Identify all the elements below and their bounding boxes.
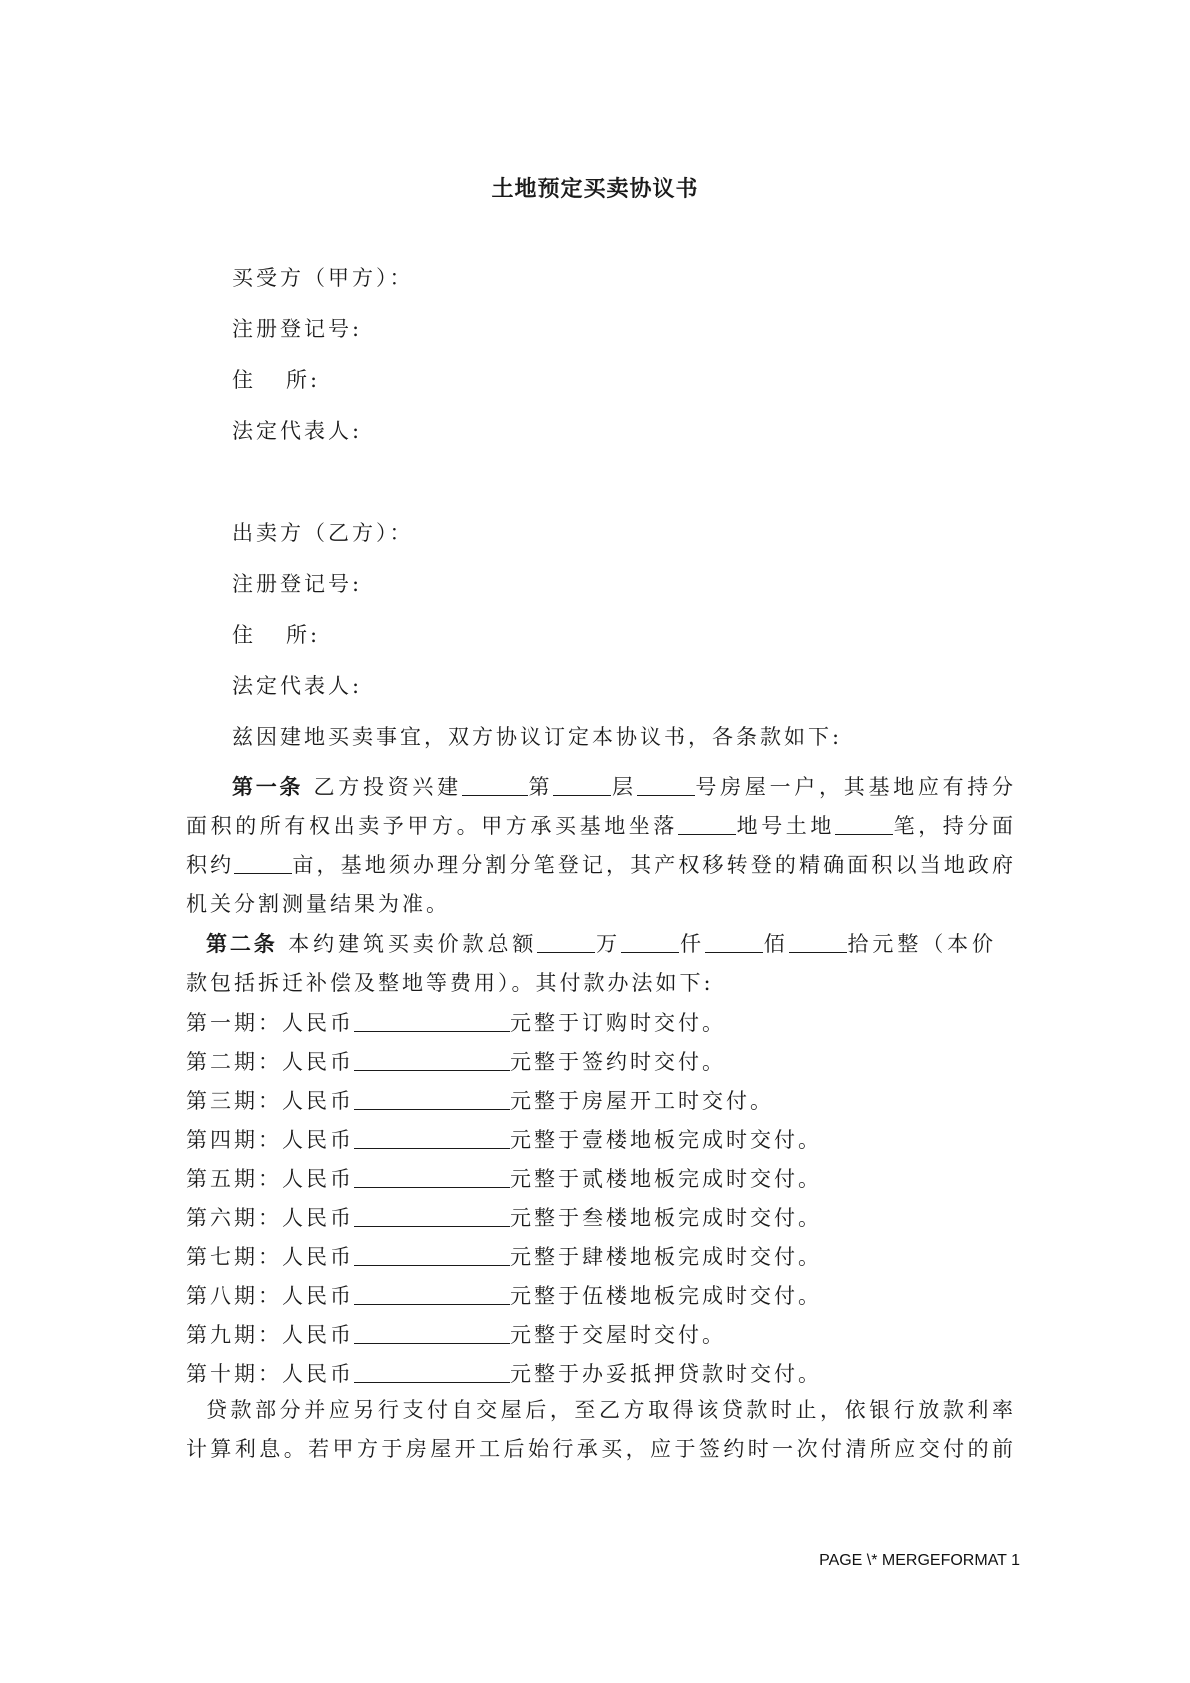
blank-floor (553, 773, 611, 796)
installment-label: 第七期：人民币 (186, 1245, 354, 1269)
installment-label: 第三期：人民币 (186, 1089, 354, 1113)
amount-blank (354, 1087, 510, 1110)
article1-line4: 机关分割测量结果为准。 (186, 892, 450, 916)
seller-address-label: 住 所: (232, 623, 321, 647)
installment-row (186, 1008, 1016, 1038)
blank-building (462, 773, 528, 796)
installment-label: 第十期：人民币 (186, 1362, 354, 1386)
article1-line2: 面积的所有权出卖予甲方。甲方承买基地坐落 地号土地 笔，持分面 (186, 814, 1016, 838)
article2-heading: 第二条 (206, 931, 278, 956)
blank-qian (621, 930, 679, 953)
article1-line1: 第一条 乙方投资兴建 第 层 号房屋一户，其基地应有持分 (232, 774, 1017, 799)
installment-terms: 元整于壹楼地板完成时交付。 (510, 1128, 822, 1152)
blank-wan (537, 930, 595, 953)
installment-label: 第四期：人民币 (186, 1128, 354, 1152)
loan-line2: 计算利息。若甲方于房屋开工后始行承买，应于签约时一次付清所应交付的前 (186, 1437, 1016, 1461)
blank-shi (789, 930, 847, 953)
amount-blank (354, 1126, 510, 1149)
installment-row (186, 1164, 1016, 1194)
article1-heading: 第一条 (232, 774, 304, 799)
blank-area (234, 851, 292, 874)
buyer-address-label: 住 所: (232, 368, 321, 392)
document-title: 土地预定买卖协议书 (491, 176, 699, 202)
installment-terms: 元整于办妥抵押贷款时交付。 (510, 1362, 822, 1386)
amount-blank (354, 1243, 510, 1266)
installment-row (186, 1242, 1016, 1272)
article1-line3: 积约 亩，基地须办理分割分笔登记，其产权移转登的精确面积以当地政府 (186, 853, 1016, 877)
seller-rep-label: 法定代表人: (232, 674, 363, 698)
seller-reg-no-label: 注册登记号: (232, 572, 363, 596)
installment-row (186, 1281, 1016, 1311)
buyer-reg-no-label: 注册登记号: (232, 317, 363, 341)
article2-line2: 款包括拆迁补偿及整地等费用）。其付款办法如下: (186, 971, 714, 995)
article2-line1: 第二条 本约建筑买卖价款总额 万 仟 佰 拾元整（本价 (206, 931, 997, 956)
seller-party-label: 出卖方（乙方）： (232, 521, 414, 545)
amount-blank (354, 1165, 510, 1188)
installment-terms: 元整于伍楼地板完成时交付。 (510, 1284, 822, 1308)
amount-blank (354, 1282, 510, 1305)
installment-terms: 元整于贰楼地板完成时交付。 (510, 1167, 822, 1191)
buyer-rep-label: 法定代表人: (232, 419, 363, 443)
blank-lot (678, 812, 736, 835)
installment-row (186, 1125, 1016, 1155)
installment-terms: 元整于叁楼地板完成时交付。 (510, 1206, 822, 1230)
blank-number (637, 773, 695, 796)
installment-row (186, 1086, 1016, 1116)
installment-row (186, 1320, 1016, 1350)
loan-line1: 贷款部分并应另行支付自交屋后，至乙方取得该贷款时止，依银行放款利率 (206, 1398, 1016, 1422)
page-number-field: PAGE \* MERGEFORMAT 1 (819, 1552, 1020, 1569)
installment-label: 第九期：人民币 (186, 1323, 354, 1347)
amount-blank (354, 1360, 510, 1383)
installment-label: 第六期：人民币 (186, 1206, 354, 1230)
intro-paragraph: 兹因建地买卖事宜，双方协议订定本协议书，各条款如下: (232, 725, 843, 749)
installment-row (186, 1359, 1016, 1389)
installment-terms: 元整于签约时交付。 (510, 1050, 726, 1074)
installment-terms: 元整于房屋开工时交付。 (510, 1089, 774, 1113)
installment-terms: 元整于肆楼地板完成时交付。 (510, 1245, 822, 1269)
buyer-party-label: 买受方（甲方）： (232, 266, 414, 290)
installment-label: 第二期：人民币 (186, 1050, 354, 1074)
installment-terms: 元整于订购时交付。 (510, 1011, 726, 1035)
amount-blank (354, 1009, 510, 1032)
amount-blank (354, 1321, 510, 1344)
blank-bai (705, 930, 763, 953)
installment-label: 第一期：人民币 (186, 1011, 354, 1035)
installment-row (186, 1047, 1016, 1077)
amount-blank (354, 1204, 510, 1227)
blank-parcels (835, 812, 893, 835)
installment-terms: 元整于交屋时交付。 (510, 1323, 726, 1347)
amount-blank (354, 1048, 510, 1071)
installment-row (186, 1203, 1016, 1233)
installment-label: 第八期：人民币 (186, 1284, 354, 1308)
installment-label: 第五期：人民币 (186, 1167, 354, 1191)
